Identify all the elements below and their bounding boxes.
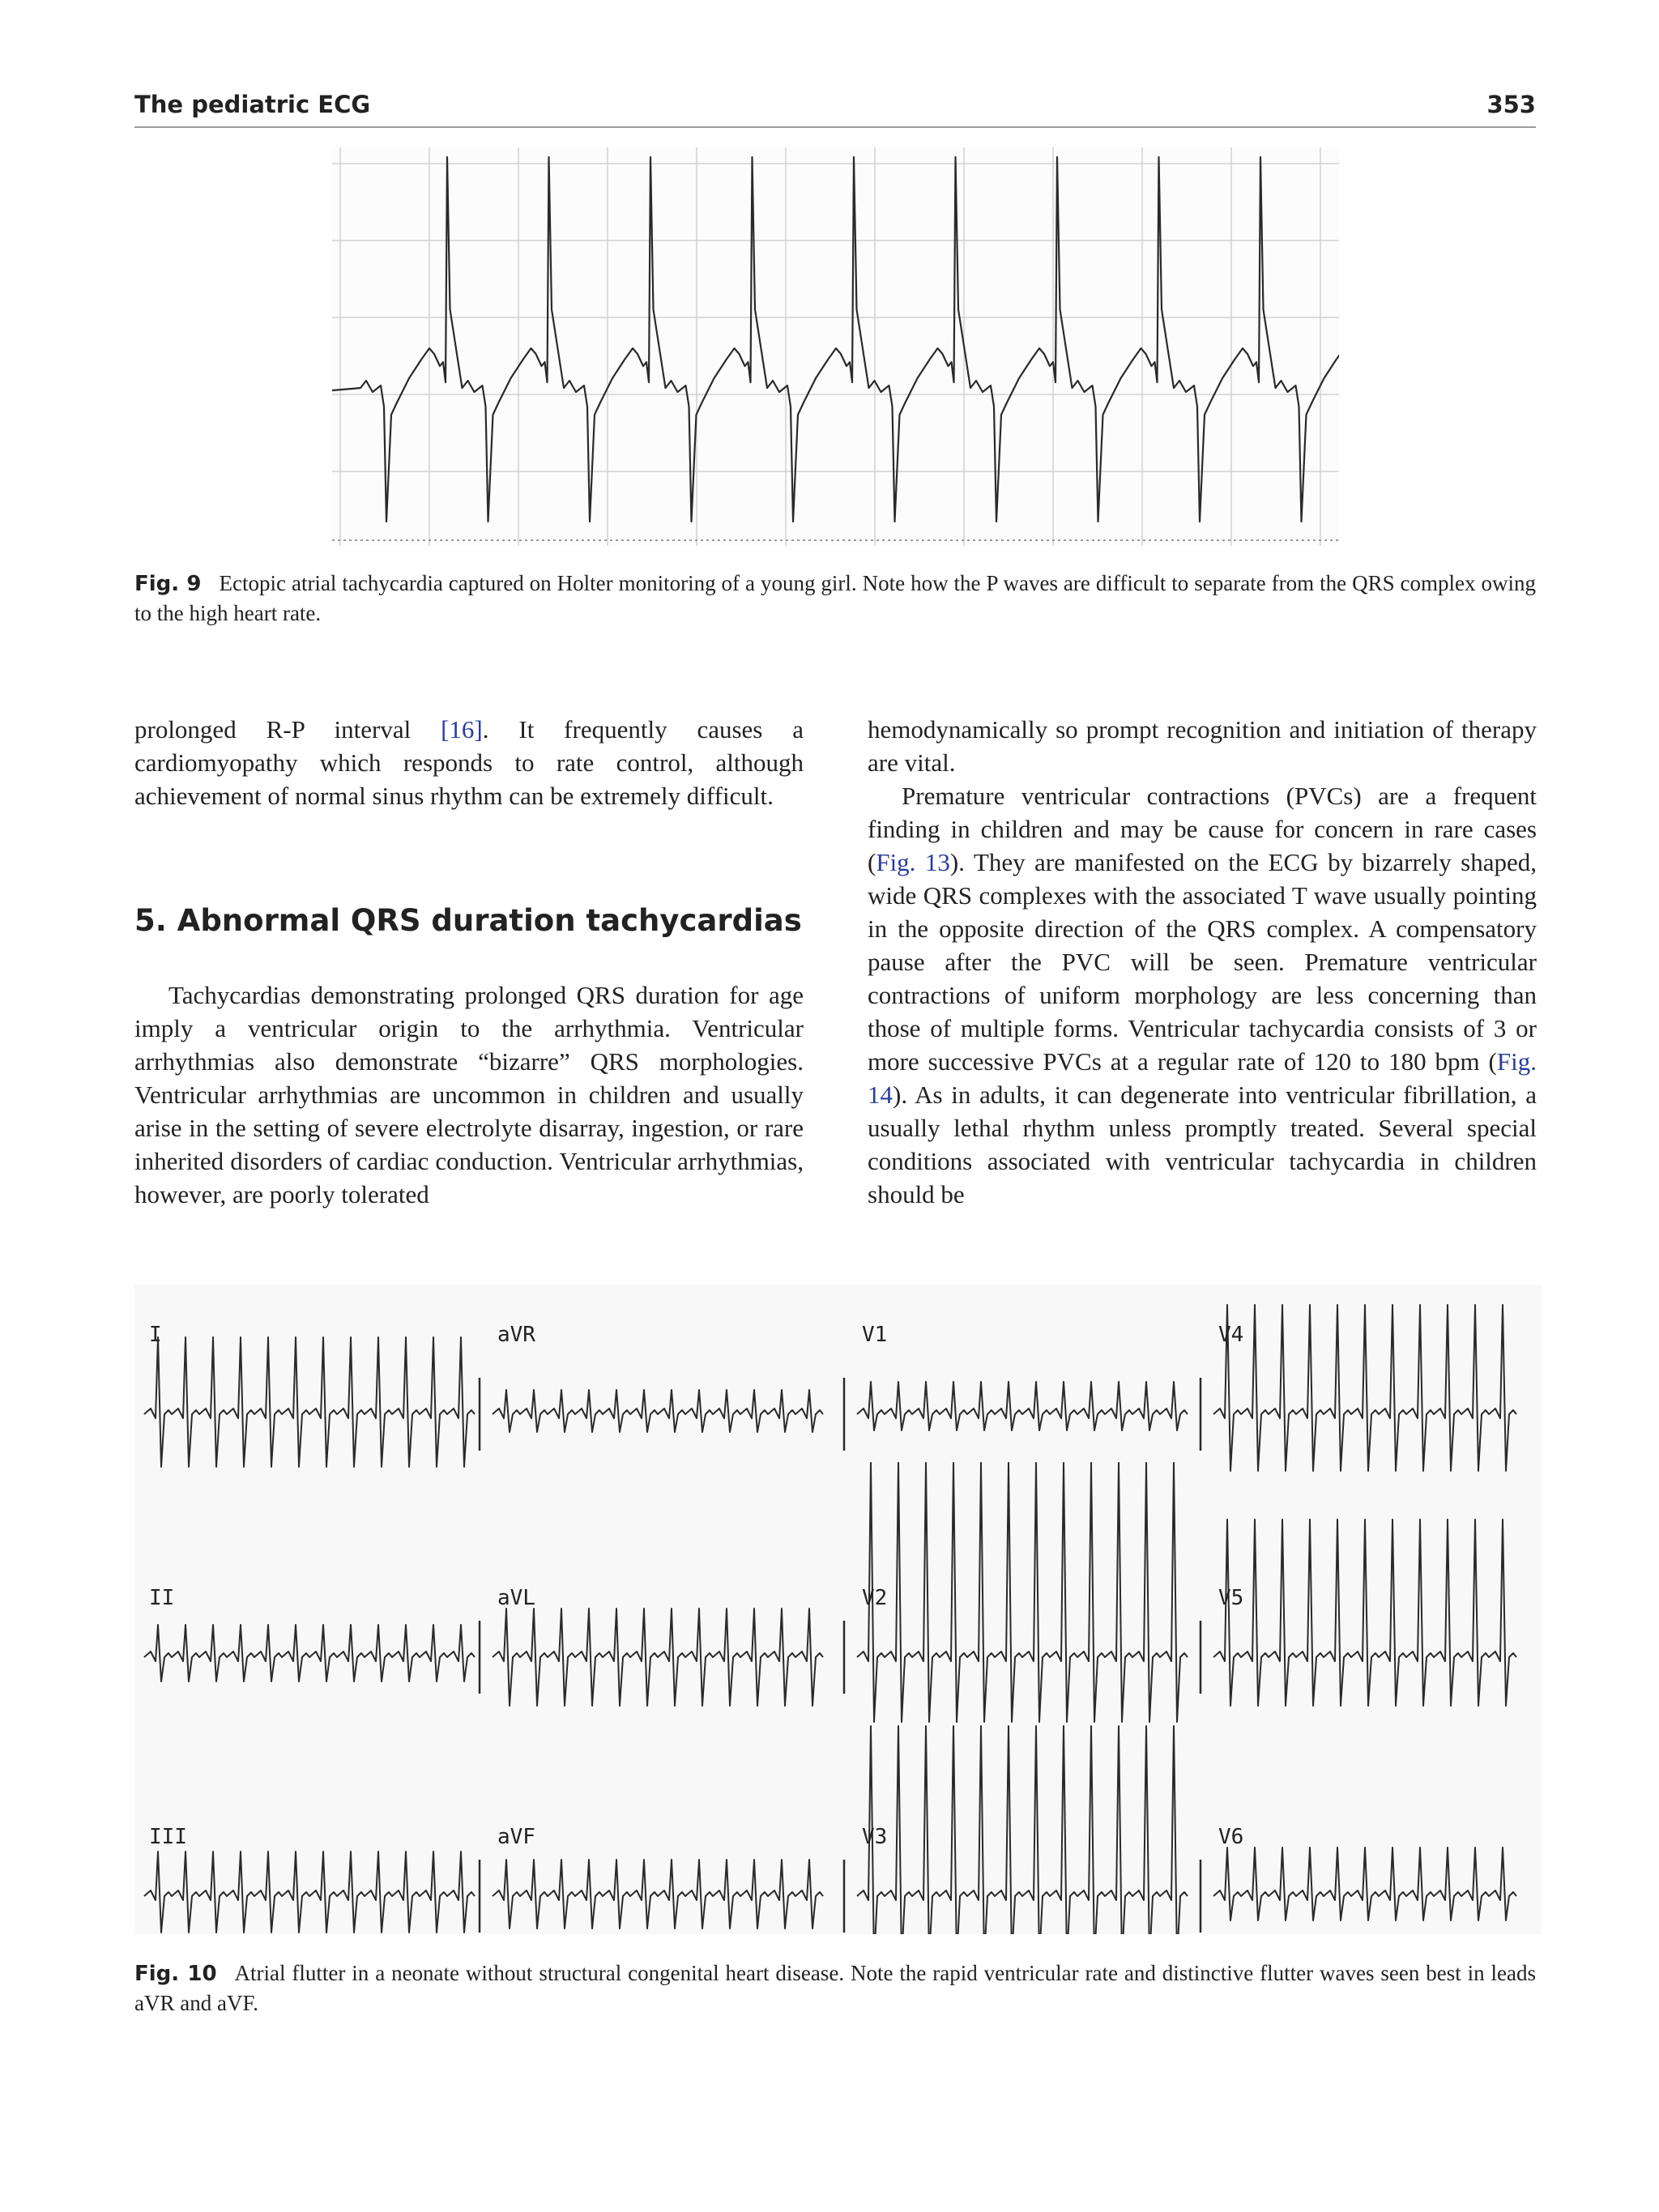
text: ). They are manifested on the ECG by bizarrely shaped, wide QRS complexes with the associated T wave usually pointing in the opposite direction of the QRS complex. A compensatory pause after the PVC will be seen. Premature ventricular contractions of uniform morphology are less concerning than those of multiple forms. Ventricular tachycardia consists of 3 or more successive PVCs at a regular rate of 120 to 180 bpm ( (868, 848, 1537, 1076)
paragraph: Tachycardias demonstrating prolonged QRS duration for age imply a ventricular origin to the arrhythmia. Ventricular arrhythmias also demonstrate “bizarre” QRS morphologies. Ventricular arrhythmias are uncommon in children and usually arise in the setting of severe electrolyte disarray, ingestion, or rare inherited disorders of cardiac conduction. Ventricular arrhythmias, however, are poorly tolerated (134, 981, 804, 1208)
paragraph (868, 779, 1537, 1211)
figure-10-label: Fig. 10 (134, 1962, 217, 1986)
section-heading: 5. Abnormal QRS duration tachycardias (134, 903, 802, 938)
lead-trace (493, 1609, 823, 1706)
lead-label: V2 (862, 1586, 888, 1610)
text: ). As in adults, it can degenerate into ventricular fibrillation, a usually lethal rhythm unless promptly treated. Several special conditions associated with ventricular tachycardia in children should be (868, 1080, 1537, 1208)
lead-label: aVR (497, 1323, 535, 1347)
lead-trace (857, 1463, 1188, 1722)
lead-label: aVF (497, 1825, 535, 1849)
lead-label: I (149, 1323, 162, 1347)
twelve-lead-ecg-image (134, 1285, 1542, 1934)
ecg-trace (332, 157, 1339, 522)
lead-trace (493, 1860, 823, 1929)
lead-label: II (149, 1586, 175, 1610)
ecg-strip-image (332, 147, 1339, 546)
lead-trace (144, 1337, 475, 1467)
lead-trace (144, 1625, 475, 1681)
right-column (868, 713, 1537, 1211)
figure-10-caption (134, 1958, 1536, 2018)
lead-label: aVL (497, 1586, 535, 1610)
lead-label: III (149, 1825, 187, 1849)
figure-9-caption-text: Ectopic atrial tachycardia captured on Holter monitoring of a young girl. Note how the P waves are difficult to separate from the QRS complex owing to the high heart rate. (134, 571, 1536, 625)
figure-13-link[interactable]: Fig. 13 (876, 848, 950, 876)
lead-label: V5 (1218, 1586, 1244, 1610)
lead-trace (1213, 1848, 1516, 1920)
lead-trace (144, 1852, 475, 1933)
paragraph (134, 713, 804, 812)
running-head (134, 91, 1536, 128)
lead-label: V3 (862, 1825, 888, 1849)
lead-label: V6 (1218, 1825, 1244, 1849)
figure-10-twelve-lead-ecg (134, 1285, 1542, 1934)
figure-10-caption-text: Atrial flutter in a neonate without structural congenital heart disease. Note the rapid ventricular rate and distinctive flutter waves seen best in leads aVR and aVF. (134, 1961, 1536, 2015)
left-column-body (134, 978, 804, 1211)
lead-trace (1213, 1305, 1516, 1471)
figure-9-label: Fig. 9 (134, 572, 202, 596)
lead-trace (857, 1382, 1188, 1430)
lead-label: V1 (862, 1323, 888, 1347)
text: . It frequently causes a cardiomyopathy which responds to rate control, although achievement of normal sinus rhythm can be extremely difficult. (134, 715, 804, 810)
running-title: The pediatric ECG (134, 91, 371, 118)
citation-link[interactable]: [16] (441, 715, 483, 744)
figure-9-holter-strip (332, 147, 1339, 546)
left-column-intro (134, 713, 804, 812)
lead-label: V4 (1218, 1323, 1244, 1347)
lead-trace (493, 1390, 823, 1432)
figure-14-link[interactable]: Fig. 14 (868, 1047, 1537, 1109)
figure-9-caption (134, 569, 1536, 628)
lead-trace (1213, 1519, 1516, 1706)
paragraph: hemodynamically so prompt recognition and initiation of therapy are vital. (868, 715, 1537, 777)
page-number: 353 (1486, 91, 1536, 118)
text: Premature ventricular contractions (PVCs) are a frequent finding in children and may be cause for concern in rare cases ( (868, 782, 1537, 876)
text: prolonged R-P interval (134, 715, 441, 744)
lead-trace (857, 1726, 1188, 1934)
